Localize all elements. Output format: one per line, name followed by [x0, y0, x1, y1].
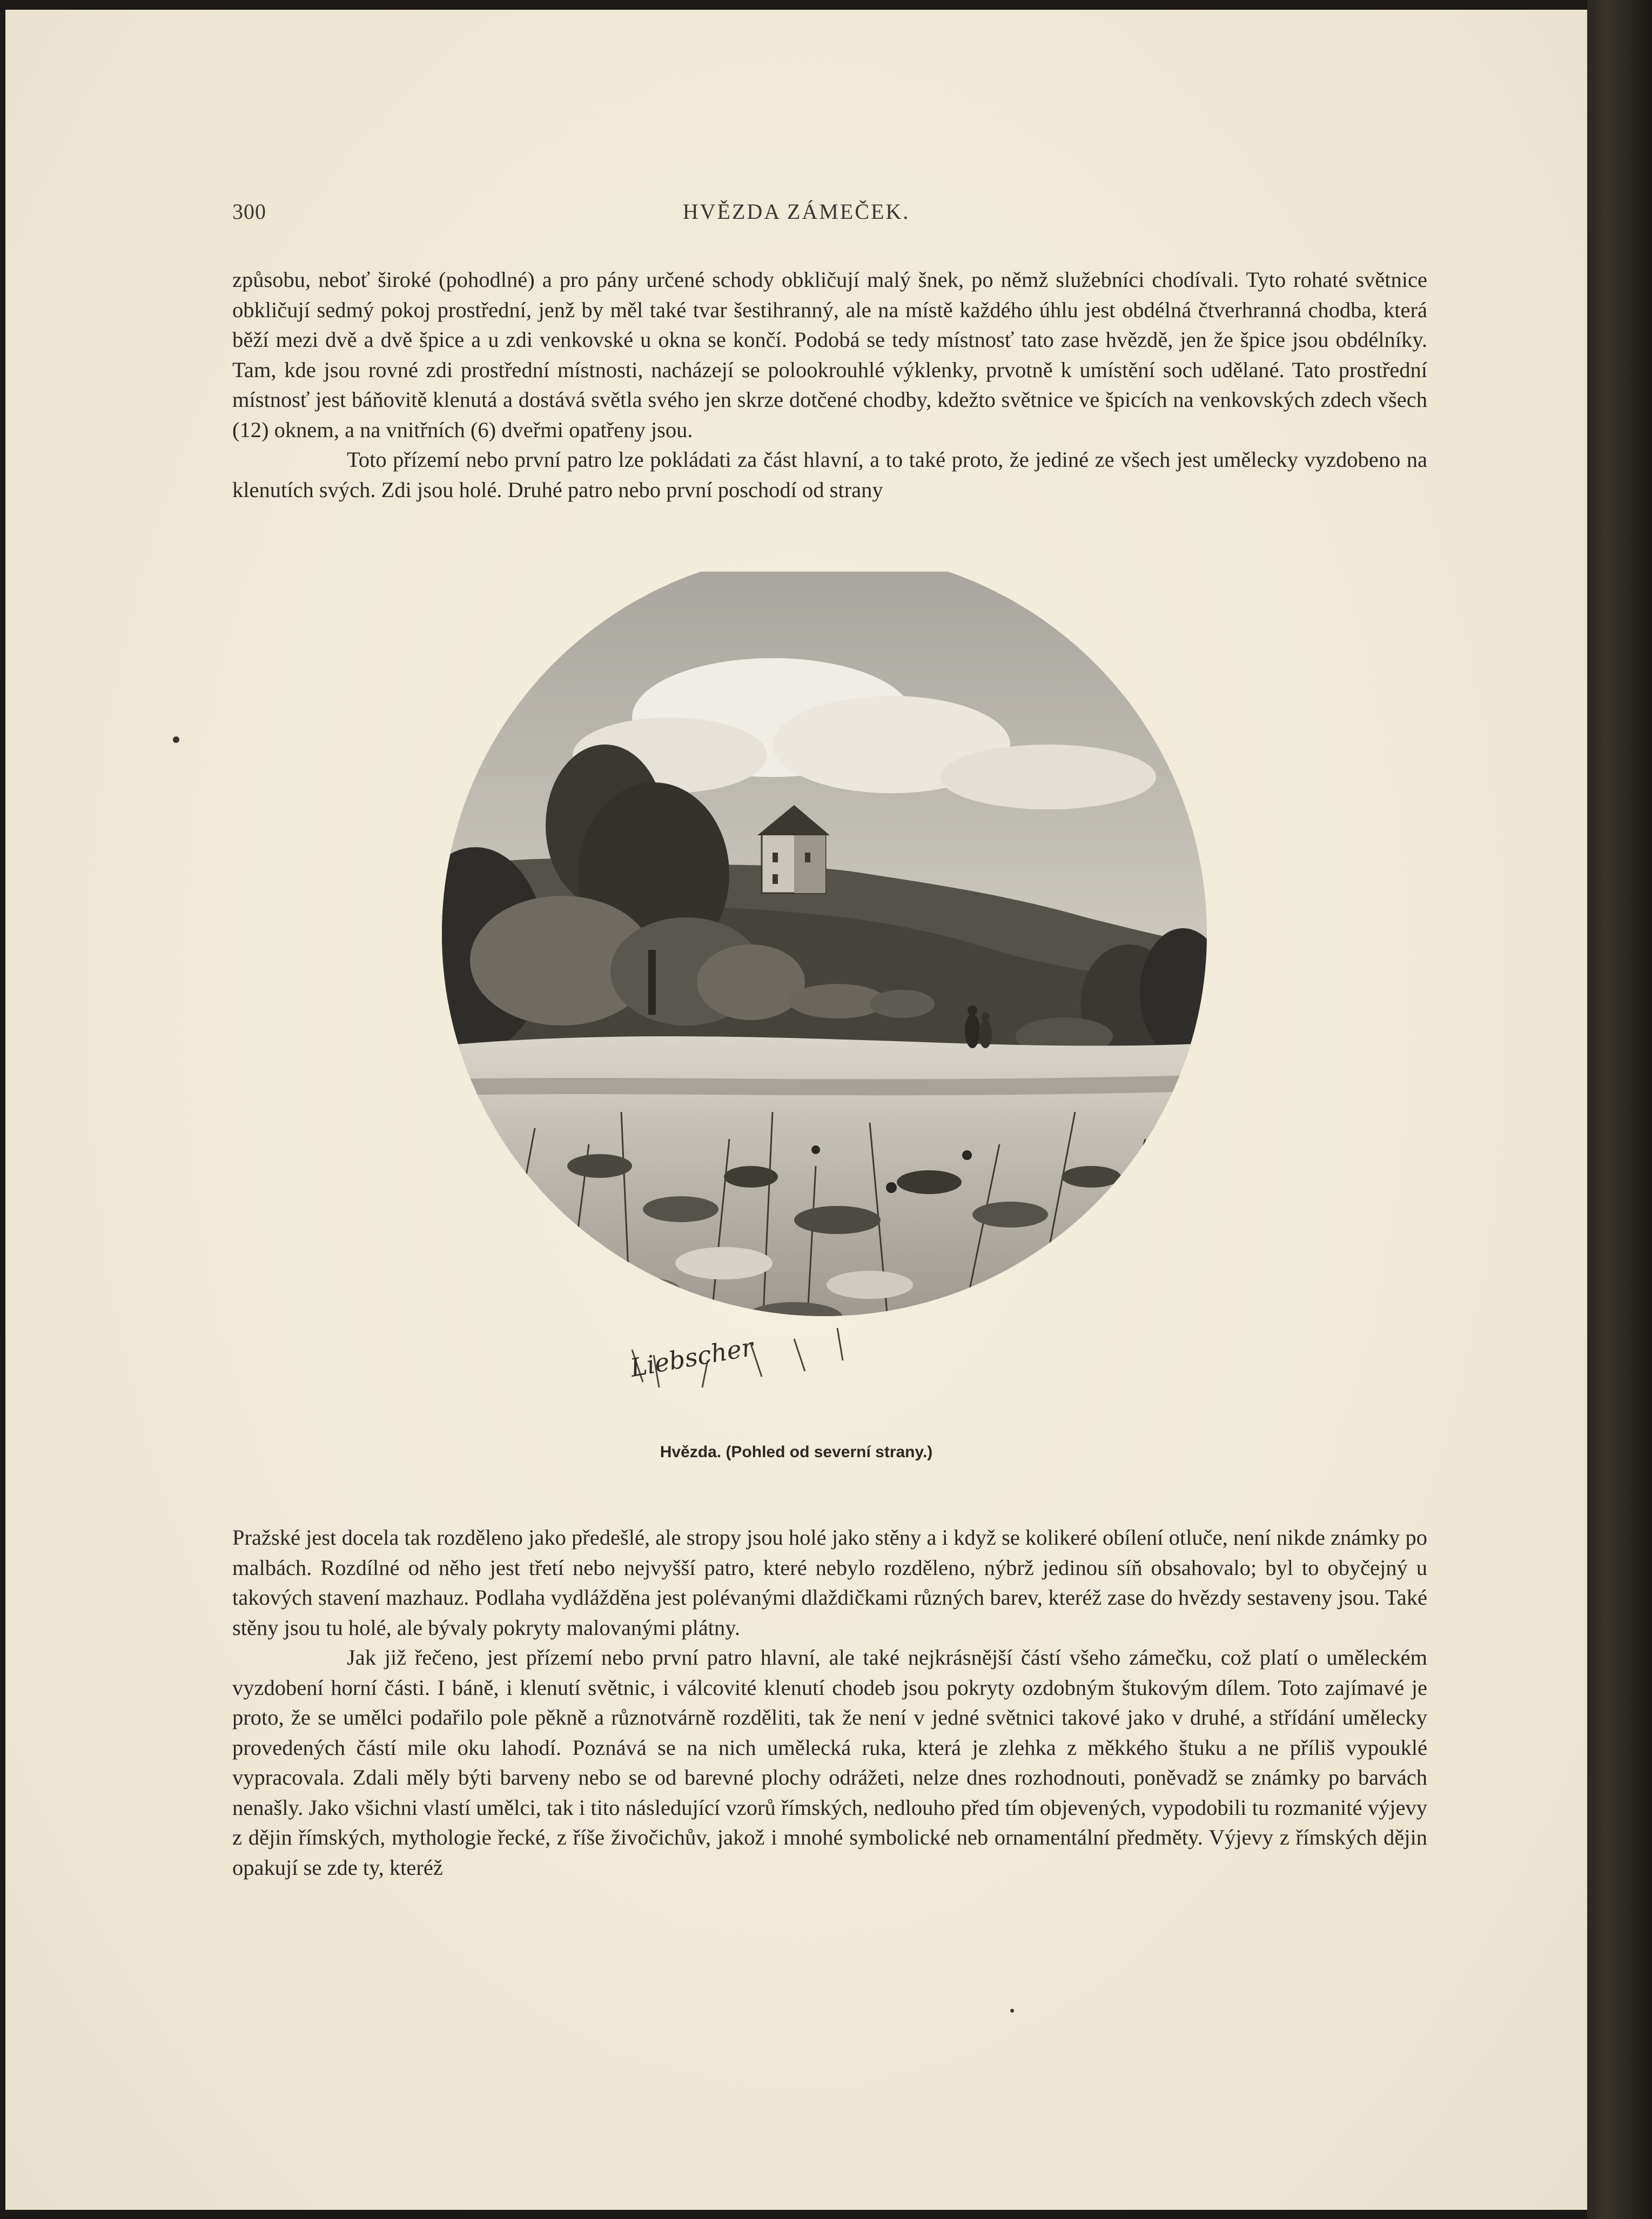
page-header — [5, 199, 1587, 231]
figure-caption: Hvězda. (Pohled od severní strany.) — [660, 1443, 933, 1461]
artist-signature: Liebscher — [628, 1332, 756, 1383]
ink-speck — [173, 736, 179, 743]
cloud — [940, 745, 1156, 809]
book-spine-edge — [1587, 0, 1652, 2219]
text-block-top — [232, 265, 1427, 505]
paragraph: způsobu, neboť široké (pohodlné) a pro pány určené schody obkličují malý šnek, po němž služebníci chodívali. Tyto rohaté světnice obkličují sedmý pokoj prostřední, jenž by měl také tvar šestihranný, ale na místě každého úhlu jest obdélná čtverhranná chodba, která běží mezi dvě a dvě špice a u zdi venkovské u okna se končí. Podobá se tedy místnosť tato zase hvězdě, jen že špice jsou obdélníky. Tam, kde jsou rovné zdi prostřední místnosti, nacházejí se polookrouhlé výklenky, prvotně k umístění soch udělané. Tato prostřední místnosť jest báňovitě klenutá a dostává světla svého jen skrze dotčené chodby, kdežto světnice ve špicích na venkovských zdech všech (12) oknem, a na vnitřních (6) dveřmi opatřeny jsou. — [232, 267, 1427, 442]
text-block-bottom — [232, 1523, 1427, 1882]
paragraph: Pražské jest docela tak rozděleno jako předešlé, ale stropy jsou holé jako stěny a i když se kolikeré obílení otluče, není nikde známky po malbách. Rozdílné od něho jest třetí nebo nejvyšší patro, které nebylo rozděleno, nýbrž jedinou síň obsahovalo; byl to obyčejný u takových stavení mazhauz. Podlaha vydlážděna jest polévanými dlaždičkami různých barev, kteréž zase do hvězdy sestaveny jsou. Také stěny jsou tu holé, ale bývaly pokryty malovanými plátny. — [232, 1525, 1427, 1640]
ink-speck — [1010, 2009, 1014, 2013]
paragraph: Toto přízemí nebo první patro lze pokládati za část hlavní, a to také proto, že jediné ze všech jest umělecky vyzdobeno na klenutích svých. Zdi jsou holé. Druhé patro nebo první poschodí od strany — [232, 447, 1427, 502]
running-title: HVĚZDA ZÁMEČEK. — [682, 199, 910, 224]
book-page — [5, 10, 1587, 2210]
landscape-scene — [427, 572, 1237, 1398]
page-number: 300 — [232, 199, 266, 224]
bush — [870, 990, 935, 1018]
engraving-illustration — [427, 572, 1237, 1398]
paragraph: Jak již řečeno, jest přízemí nebo první patro hlavní, ale také nejkrásnější částí všeho zámečku, což platí o uměleckém vyzdobení horní části. I báně, i klenutí světnic, i válcovité klenutí chodeb jsou pokryty ozdobným štukovým dílem. Toto zajímavé je proto, že se umělci podařilo pole pěkně a různotvárně rozděliti, tak že není v jedné světnici takové jako v druhé, a střídání umělecky provedených částí mile oku lahodí. Poznává se na nich umělecká ruka, která je zlehka z měkkého štuku a ne příliš vypouklé vypracovala. Zdali měly býti barveny nebo se od barevné plochy odrážeti, nelze dnes rozhodnouti, poněvadž se známky po barvách nenašly. Jako všichni vlastí umělci, tak i tito následující vzorů římských, nedlouho před tím objevených, vypodobili tu rozmanité výjevy z dějin římských, mythologie řecké, z říše živočichův, jakož i mnohé symbolické neb ornamentální předměty. Výjevy z římských dějin opakují se zde ty, kteréž — [232, 1645, 1427, 1880]
